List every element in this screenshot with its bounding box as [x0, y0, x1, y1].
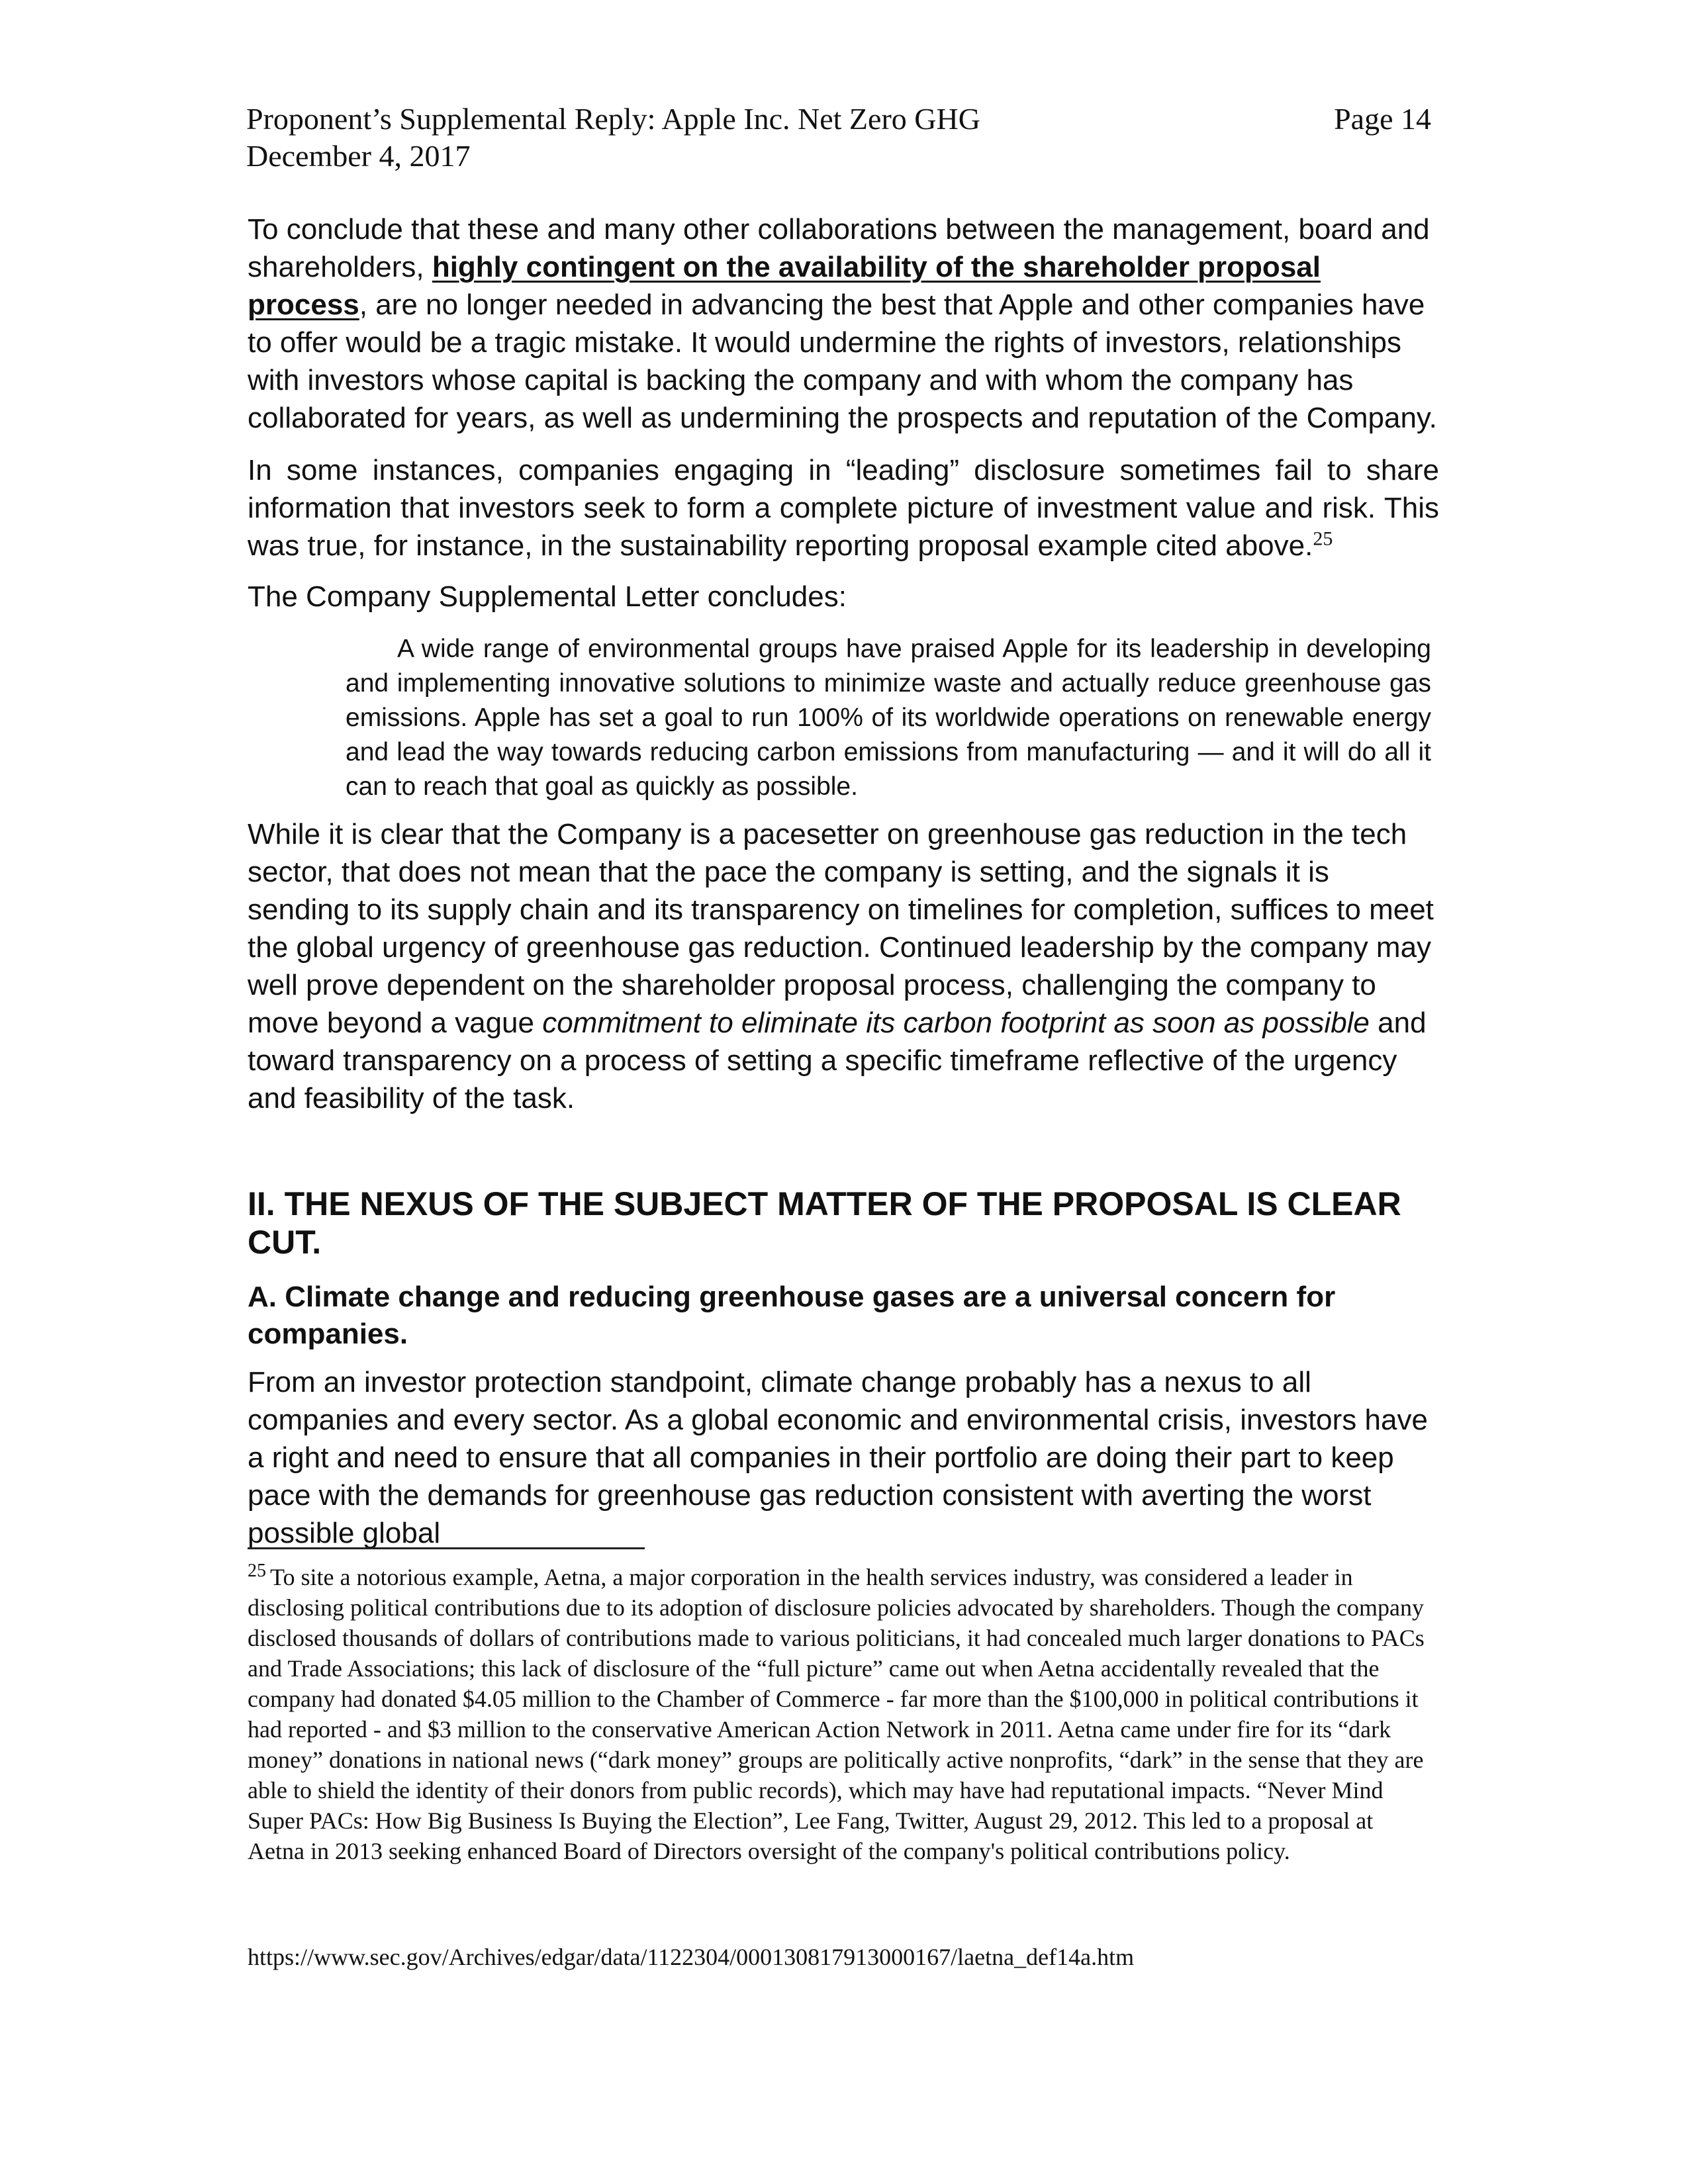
header-date: December 4, 2017: [246, 139, 471, 173]
header-page-number: Page 14: [1334, 102, 1431, 136]
quote-text: A wide range of environmental groups have praised Apple for its leadership in developing and implementing innovative solutions to minimize waste and actually reduce greenhouse gas emissions. Apple has set a goal to run 100% of its worldwide operations on renewable energy and lead the way towards reducing carbon emissions from manufacturing — and it will do all it can to reach that goal as quickly as possible.: [346, 635, 1431, 801]
block-quote: [346, 632, 1431, 804]
subsection-heading: A. Climate change and reducing greenhouse gases are a universal concern for companies.: [248, 1281, 1336, 1350]
header-title: Proponent’s Supplemental Reply: Apple Inc. Net Zero GHG: [246, 102, 980, 136]
paragraph-text: To conclude that these and many other collaborations between the management, board and shareholders,: [248, 213, 1430, 283]
footnote-reference[interactable]: 25: [1313, 527, 1333, 550]
paragraph-conclusion: [248, 210, 1439, 437]
paragraph-text: , are no longer needed in advancing the best that Apple and other companies have to offer would be a tragic mistake. It would undermine the rights of investors, relationships with investors whose capital is backing the company and with whom the company has collaborated for years, as well as undermining the prospects and reputation of the Company.: [248, 289, 1437, 434]
italic-phrase: commitment to eliminate its carbon footprint as soon as possible: [542, 1007, 1370, 1039]
paragraph-leading-disclosure: [248, 451, 1439, 565]
paragraph-investor-protection: [248, 1363, 1439, 1552]
paragraph-text: From an investor protection standpoint, climate change probably has a nexus to all companies and every sector. As a global economic and environmental crisis, investors have a right and need to ensure that all companies in their portfolio are doing their part to keep pace with the demands for greenhouse gas reduction consistent with averting the worst possible global: [248, 1366, 1428, 1549]
paragraph-text: The Company Supplemental Letter concludes:: [248, 580, 847, 613]
paragraph-intro-quote: [248, 578, 1439, 615]
footnote-number: 25: [248, 1561, 266, 1581]
paragraph-text: In some instances, companies engaging in “leading” disclosure sometimes fail to share information that investors seek to form a complete picture of investment value and risk. This was true, for instance, in the sustainability reporting proposal example cited above.: [248, 454, 1439, 562]
footnote-text: To site a notorious example, Aetna, a major corporation in the health services industry, was considered a leader in disclosing political contributions due to its adoption of disclosure policies advocated by shareholders. Though the company disclosed thousands of dollars of contributions made to various politicians, it had concealed much larger donations to PACs and Trade Associations; this lack of disclosure of the “full picture” came out when Aetna accidentally revealed that the company had donated $4.05 million to the Chamber of Commerce - far more than the $100,000 in political contributions it had reported - and $3 million to the conservative American Action Network in 2011. Aetna came under fire for its “dark money” donations in national news (“dark money” groups are politically active nonprofits, “dark” in the sense that they are able to shield the identity of their donors from public records), which may have had reputational impacts. “Never Mind Super PACs: How Big Business Is Buying the Election”, Lee Fang, Twitter, August 29, 2012. This led to a proposal at Aetna in 2013 seeking enhanced Board of Directors oversight of the company's political contributions policy.: [248, 1564, 1425, 1864]
paragraph-pacesetter: [248, 815, 1439, 1117]
footnote-25: [248, 1562, 1432, 1866]
footnote-divider: [248, 1547, 645, 1549]
emphasized-phrase: highly contingent on the availability of the shareholder proposal process: [248, 251, 1321, 321]
paragraph-text: While it is clear that the Company is a pacesetter on greenhouse gas reduction in the tech sector, that does not mean that the pace the company is setting, and the signals it is sending to its supply chain and its transparency on timelines for completion, suffices to meet the global urgency of greenhouse gas reduction. Continued leadership by the company may well prove dependent on the shareholder proposal process, challenging the company to move beyond a vague: [248, 818, 1434, 1039]
footnote-link[interactable]: https://www.sec.gov/Archives/edgar/data/1122304/000130817913000167/laetna_def14a.htm: [248, 1944, 1135, 1970]
paragraph-text: and toward transparency on a process of setting a specific timeframe reflective of the urgency and feasibility of the task.: [248, 1007, 1427, 1115]
section-heading: II. THE NEXUS OF THE SUBJECT MATTER OF THE PROPOSAL IS CLEAR CUT.: [248, 1185, 1401, 1261]
